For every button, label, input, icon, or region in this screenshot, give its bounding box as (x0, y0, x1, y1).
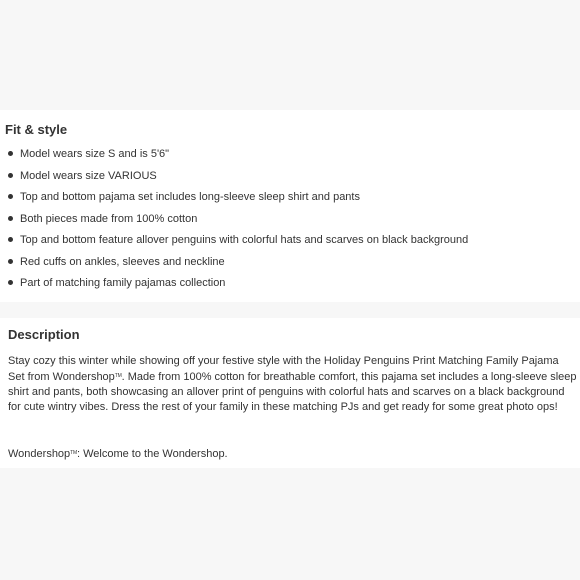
bullet-icon (8, 259, 13, 264)
fit-style-section (0, 110, 580, 302)
list-item-text: Top and bottom pajama set includes long-sleeve sleep shirt and pants (20, 191, 360, 203)
footer-brand: Wondershop (8, 448, 71, 460)
footer-trademark-symbol: TM (70, 450, 77, 456)
list-item-text: Both pieces made from 100% cotton (20, 212, 198, 225)
list-item-text: Model wears size VARIOUS (20, 169, 157, 182)
trademark-symbol: TM (114, 373, 122, 379)
bullet-icon (8, 216, 13, 221)
bullet-icon (8, 280, 13, 285)
list-item-text: Part of matching family pajamas collection (20, 277, 226, 289)
description-heading: Description (8, 327, 80, 342)
fit-style-heading: Fit & style (5, 122, 68, 137)
list-item-text: Top and bottom feature allover penguins with colorful hats and scarves on black background (20, 234, 469, 246)
list-item-text: Red cuffs on ankles, sleeves and neckline (20, 255, 225, 268)
section-divider (0, 302, 580, 318)
bullet-icon (8, 173, 13, 178)
bottom-area (0, 468, 580, 580)
description-text-part2: . Made from 100% cotton for breathable comfort, this pajama set includes a long-sleeve sleep shirt and pants, both showcasing an allover print of penguins with colorful hats and scarves on a black background for cute wintry vibes. Dress the rest of your family in these matching PJs and get ready for some great photo ops! (8, 371, 577, 413)
list-item-text: Model wears size S and is 5'6" (20, 148, 170, 160)
bullet-icon (8, 237, 13, 242)
bullet-icon (8, 194, 13, 199)
description-text-part1: Stay cozy this winter while showing off your festive style with the Holiday Penguins Print Matching Family Pajama Set from Wondershop (8, 355, 559, 383)
footer-text: : Welcome to the Wondershop. (77, 448, 228, 460)
description-body (8, 354, 578, 415)
bullet-icon (8, 151, 13, 156)
description-footer (8, 446, 228, 462)
description-section (0, 318, 580, 468)
top-image-area (0, 0, 580, 110)
